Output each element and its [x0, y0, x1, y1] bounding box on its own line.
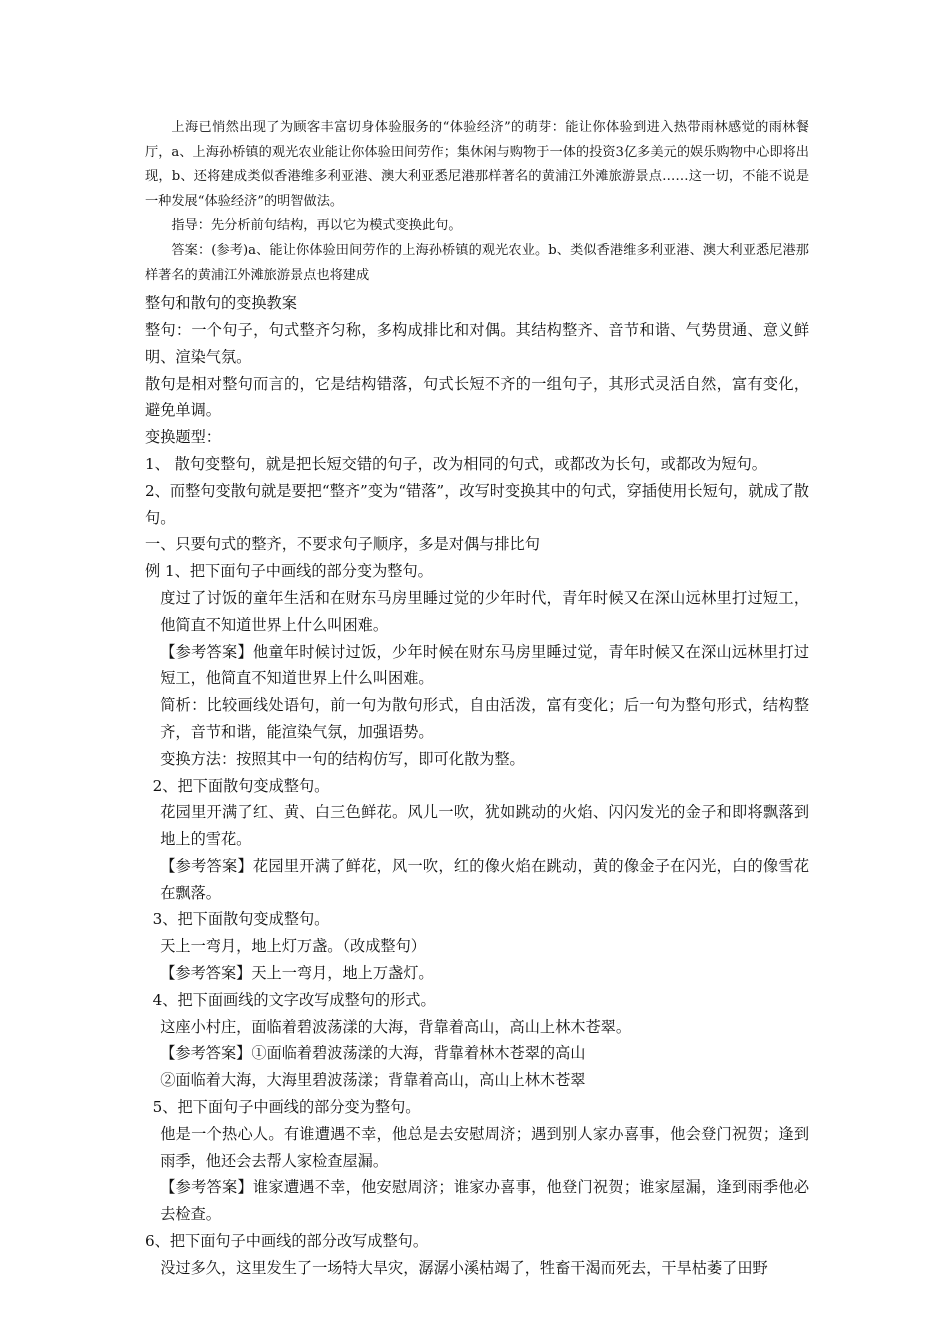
- intro-paragraph: 上海已悄然出现了为顾客丰富切身体验服务的“体验经济”的萌芽：能让你体验到进入热带雨林感觉的雨林餐厅，a、上海孙桥镇的观光农业能让你体验田间劳作；集休闲与购物于一体的投资3亿多美元的娱乐购物中心即将出现，b、还将建成类似香港维多利亚港、澳大利亚悉尼港那样著名的黄浦江外滩旅游景点……这一切，不能不说是一种发展“体验经济”的明智做法。: [145, 120, 809, 209]
- example-1-method: 变换方法：按照其中一句的结构仿写，即可化散为整。: [160, 749, 525, 768]
- example-4-prompt: 4、把下面画线的文字改写成整句的形式。: [152, 990, 436, 1009]
- example-4-answer-2: ②面临着大海，大海里碧波荡漾；背靠着高山，高山上林木苍翠: [160, 1071, 586, 1090]
- type-item-1: 1、 散句变整句，就是把长短交错的句子，改为相同的句式，或都改为长句，或都改为短句。: [145, 454, 767, 473]
- definition-loose-sentence: 散句是相对整句而言的，它是结构错落，句式长短不齐的一组句子，其形式灵活自然，富有变化，避免单调。: [145, 374, 809, 420]
- example-3-prompt: 3、把下面散句变成整句。: [152, 910, 330, 929]
- example-2-text: 花园里开满了红、黄、白三色鲜花。风儿一吹，犹如跳动的火焰、闪闪发光的金子和即将飘落到地上的雪花。: [160, 803, 809, 849]
- example-6-text: 没过多久，这里发生了一场特大旱灾，潺潺小溪枯竭了，牲畜干渴而死去，干旱枯萎了田野: [160, 1258, 768, 1277]
- example-4-answer-1: 【参考答案】①面临着碧波荡漾的大海，背靠着林木苍翠的高山: [160, 1044, 586, 1063]
- example-2-answer: 【参考答案】花园里开满了鲜花，风一吹，红的像火焰在跳动，黄的像金子在闪光，白的像雪花在飘落。: [160, 856, 809, 902]
- example-1-prompt: 例 1、把下面句子中画线的部分变为整句。: [145, 562, 433, 581]
- lesson-section: [145, 290, 809, 1281]
- type-item-2: 2、而整句变散句就是要把“整齐”变为“错落”，改写时变换其中的句式，穿插使用长短句，就成了散句。: [145, 481, 809, 527]
- example-1-text: 度过了讨饭的童年生活和在财东马房里睡过觉的少年时代，青年时候又在深山远林里打过短工，他简直不知道世界上什么叫困难。: [160, 588, 809, 634]
- example-3-text: 天上一弯月，地上灯万盏。（改成整句）: [160, 937, 426, 956]
- example-5-answer: 【参考答案】谁家遭遇不幸，他安慰周济；谁家办喜事，他登门祝贺；谁家屋漏，逢到雨季他必去检查。: [160, 1178, 809, 1224]
- document-page: [145, 116, 809, 1282]
- types-heading: 变换题型：: [145, 428, 221, 447]
- intro-section: [145, 116, 809, 288]
- example-2-prompt: 2、把下面散句变成整句。: [152, 776, 330, 795]
- section-heading-1: 一、只要句式的整齐，不要求句子顺序，多是对偶与排比句: [145, 535, 540, 554]
- example-1-analysis: 简析：比较画线处语句，前一句为散句形式，自由活泼，富有变化；后一句为整句形式，结构整齐，音节和谐，能渲染气氛，加强语势。: [160, 696, 809, 741]
- intro-guide: 指导：先分析前句结构，再以它为模式变换此句。: [171, 218, 462, 234]
- intro-answer: 答案：(参考)a、能让你体验田间劳作的上海孙桥镇的观光农业。b、类似香港维多利亚港、澳大利亚悉尼港那样著名的黄浦江外滩旅游景点也将建成: [145, 242, 809, 283]
- lesson-title: 整句和散句的变换教案: [145, 294, 297, 313]
- definition-whole-sentence: 整句：一个句子，句式整齐匀称，多构成排比和对偶。其结构整齐、音节和谐、气势贯通、意义鲜明、渲染气氛。: [145, 320, 809, 366]
- example-5-prompt: 5、把下面句子中画线的部分变为整句。: [152, 1098, 421, 1117]
- example-1-answer: 【参考答案】他童年时候讨过饭，少年时候在财东马房里睡过觉，青年时候又在深山远林里打过短工，他简直不知道世界上什么叫困难。: [160, 642, 809, 688]
- example-6-prompt: 6、把下面句子中画线的部分改写成整句。: [145, 1232, 429, 1251]
- example-5-text: 他是一个热心人。有谁遭遇不幸，他总是去安慰周济；遇到别人家办喜事，他会登门祝贺；逢到雨季，他还会去帮人家检查屋漏。: [160, 1124, 809, 1170]
- example-4-text: 这座小村庄，面临着碧波荡漾的大海，背靠着高山，高山上林木苍翠。: [160, 1017, 631, 1036]
- example-3-answer: 【参考答案】天上一弯月，地上万盏灯。: [160, 964, 434, 983]
